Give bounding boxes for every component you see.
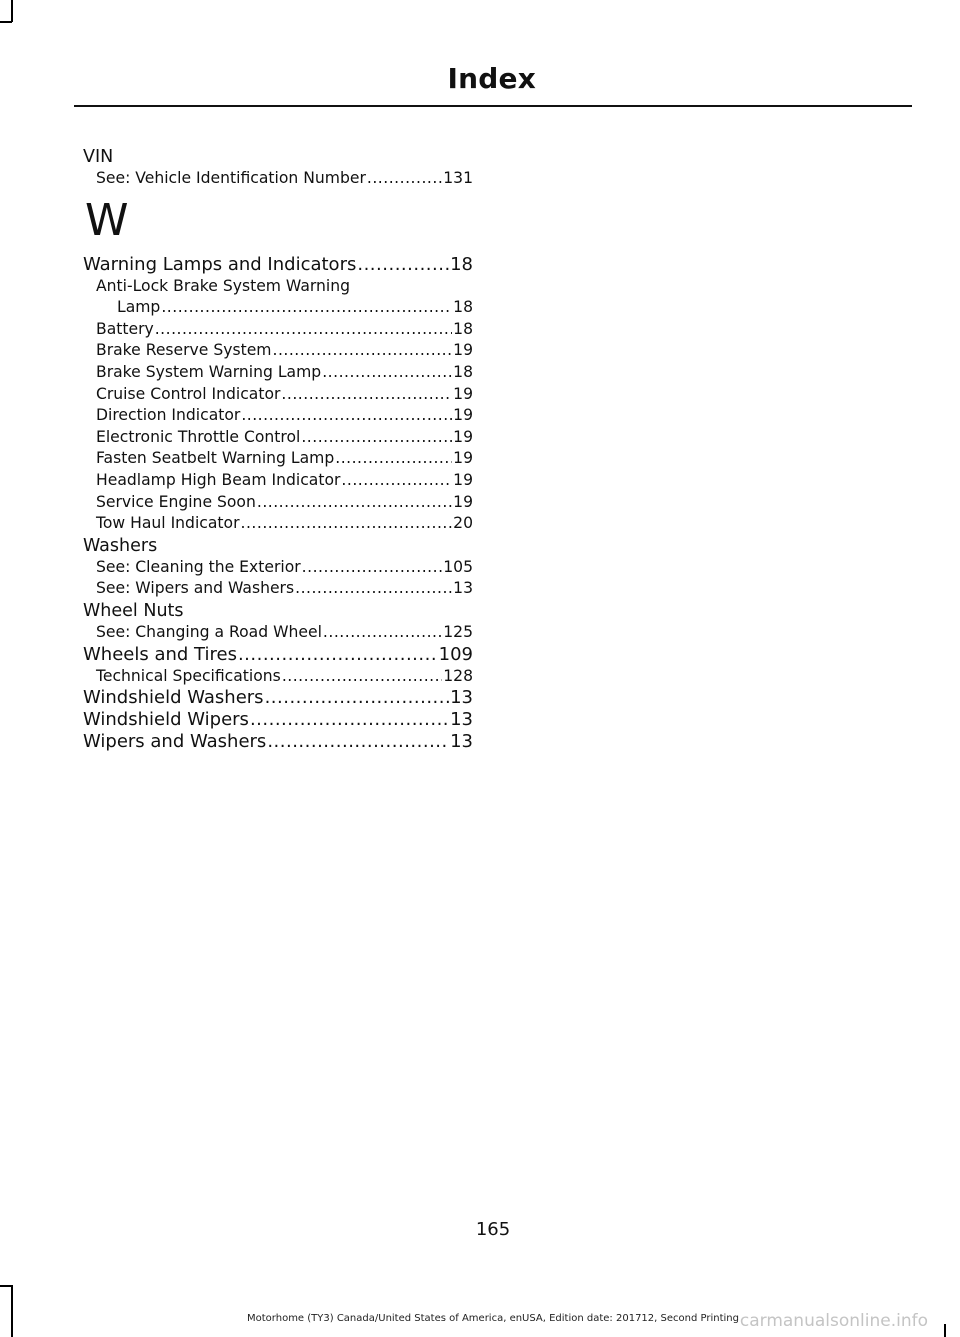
- index-subentry-text: Electronic Throttle Control: [96, 427, 301, 446]
- index-subentry: [83, 427, 473, 449]
- index-subentry: [83, 405, 473, 427]
- index-page-ref: 19: [453, 492, 473, 511]
- leader-dots: [322, 362, 452, 384]
- index-subentry: [83, 492, 473, 514]
- index-page-ref: 18: [453, 319, 473, 338]
- header-rule: [74, 105, 912, 107]
- leader-dots: [238, 644, 438, 666]
- index-subentry-text: Brake System Warning Lamp: [96, 362, 322, 381]
- index-page-ref: 109: [438, 643, 473, 665]
- index-page-ref: 18: [453, 362, 473, 381]
- index-subentry-text: Lamp: [117, 298, 161, 317]
- crop-mark-bottom-left-h: [0, 1285, 12, 1287]
- index-entry-wheel-nuts: Wheel Nuts: [83, 600, 184, 621]
- leader-dots: [257, 492, 452, 514]
- index-subentry: [83, 513, 473, 535]
- index-entry-text: Wipers and Washers: [83, 731, 267, 753]
- index-page-ref: 19: [453, 470, 473, 489]
- index-subentry-text: Technical Specifications: [96, 666, 281, 685]
- index-entry-text: Windshield Wipers: [83, 709, 249, 731]
- index-subentry: [83, 340, 473, 362]
- index-entry-warning-lamps: [83, 254, 473, 276]
- index-page-ref: 20: [453, 514, 473, 533]
- index-page-ref: 18: [453, 298, 473, 317]
- leader-dots: [357, 254, 449, 276]
- index-page-ref: 128: [443, 666, 473, 685]
- index-subentry-text: Headlamp High Beam Indicator: [96, 470, 341, 489]
- index-subentry: [83, 448, 473, 470]
- index-entry-windshield-wipers: [83, 709, 473, 731]
- index-subentry-text: See: Cleaning the Exterior: [96, 557, 301, 576]
- index-subentry: [83, 297, 473, 319]
- leader-dots: [323, 622, 442, 644]
- index-entry-windshield-washers: [83, 687, 473, 709]
- leader-dots: [241, 513, 453, 535]
- leader-dots: [367, 168, 442, 190]
- index-subentry-text: Anti-Lock Brake System Warning: [96, 276, 351, 295]
- crop-mark-bottom-left-v: [11, 1285, 13, 1337]
- index-page-ref: 13: [453, 579, 473, 598]
- index-entry-washers: Washers: [83, 535, 158, 556]
- index-entry-wipers-washers: [83, 731, 473, 753]
- index-page-ref: 19: [453, 341, 473, 360]
- crop-mark-top-left-v: [11, 0, 13, 22]
- leader-dots: [302, 557, 443, 579]
- index-column: [83, 146, 473, 753]
- crop-mark-top-left-h: [0, 21, 12, 23]
- leader-dots: [281, 384, 452, 406]
- index-subentry: [83, 470, 473, 492]
- leader-dots: [267, 731, 449, 753]
- index-subentry-text: Tow Haul Indicator: [96, 514, 240, 533]
- index-page-ref: 131: [443, 169, 473, 187]
- index-entry-text: Windshield Washers: [83, 687, 264, 709]
- index-subentry-text: See: Vehicle Identification Number: [96, 169, 366, 187]
- index-subentry-text: Service Engine Soon: [96, 492, 256, 511]
- index-page-ref: 19: [453, 406, 473, 425]
- index-page-ref: 13: [450, 687, 473, 709]
- index-subentry-text: Fasten Seatbelt Warning Lamp: [96, 449, 335, 468]
- index-page-ref: 125: [443, 622, 473, 641]
- index-subentry-text: Direction Indicator: [96, 406, 241, 425]
- leader-dots: [241, 405, 452, 427]
- index-subentry: [83, 622, 473, 644]
- leader-dots: [341, 470, 452, 492]
- leader-dots: [335, 448, 452, 470]
- leader-dots: [282, 666, 442, 688]
- index-subentry: [83, 319, 473, 341]
- index-subentry-text: Cruise Control Indicator: [96, 384, 281, 403]
- index-page-ref: 18: [450, 253, 473, 275]
- watermark: carmanualsonline.info: [739, 1311, 928, 1331]
- index-page-ref: 19: [453, 427, 473, 446]
- index-entry-text: Wheels and Tires: [83, 643, 237, 665]
- index-page-ref: 13: [450, 709, 473, 731]
- index-subentry-text: Brake Reserve System: [96, 341, 272, 360]
- leader-dots: [250, 709, 449, 731]
- footer-text: Motorhome (TY3) Canada/United States of America, enUSA, Edition date: 201712, Second Printing: [247, 1313, 739, 1324]
- index-subentry-text: See: Changing a Road Wheel: [96, 622, 322, 641]
- leader-dots: [161, 297, 452, 319]
- leader-dots: [295, 578, 452, 600]
- index-entry-text: Warning Lamps and Indicators: [83, 253, 357, 275]
- leader-dots: [155, 319, 452, 341]
- index-subentry-text: Battery: [96, 319, 154, 338]
- crop-mark-bottom-right-v: [944, 1324, 946, 1337]
- index-entry-wheels-tires: [83, 644, 473, 666]
- index-page-ref: 19: [453, 384, 473, 403]
- index-page-ref: 13: [450, 731, 473, 753]
- index-page-ref: 105: [443, 557, 473, 576]
- index-subentry: [83, 578, 473, 600]
- index-subentry: [83, 362, 473, 384]
- page-title: Index: [447, 62, 536, 95]
- index-subentry: [83, 168, 473, 190]
- leader-dots: [301, 427, 452, 449]
- index-subentry: [83, 666, 473, 688]
- index-subentry-text: See: Wipers and Washers: [96, 579, 295, 598]
- index-subentry: [83, 557, 473, 579]
- leader-dots: [265, 687, 450, 709]
- page-number: 165: [475, 1219, 511, 1240]
- leader-dots: [272, 340, 452, 362]
- index-page-ref: 19: [453, 449, 473, 468]
- section-letter: W: [85, 194, 129, 246]
- index-subentry: [83, 384, 473, 406]
- index-entry-vin: VIN: [83, 147, 114, 167]
